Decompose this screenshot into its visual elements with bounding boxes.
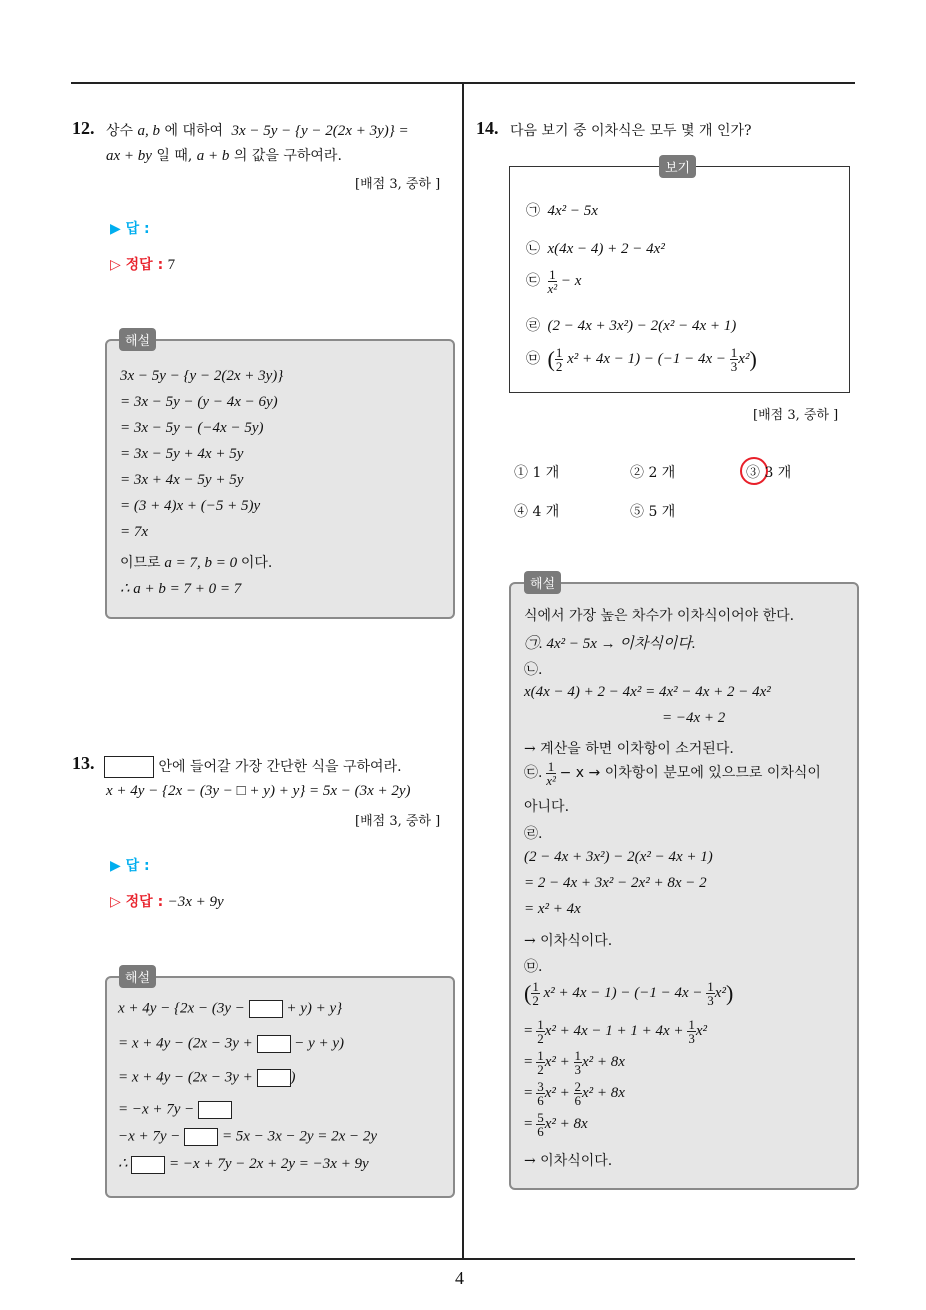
q13-blank-box: [104, 756, 154, 778]
q13-solution-tag: 해설: [119, 965, 156, 988]
q12-sol-line: = 3x − 5y − (−4x − 5y): [120, 420, 264, 436]
column-divider: [462, 82, 464, 1260]
q14-sol-b2: = −4x + 2: [662, 710, 726, 726]
q13-sol-line: ∴ = −x + 7y − 2x + 2y = −3x + 9y: [118, 1156, 369, 1172]
q13-sol-line: −x + 7y − = 5x − 3x − 2y = 2x − 2y: [118, 1128, 378, 1145]
q14-sol-e2: = $\frac{1}{2}$ x² + 4x − 1 + 1 + 4x + $\frac{1}{3}$ x²: [524, 1017, 707, 1046]
q14-number: 14.: [476, 118, 499, 138]
q14-sol-d3: = x² + 4x: [524, 901, 581, 917]
q14-sol-e4: = $\frac{3}{6}$ x² + $\frac{2}{6}$ x² + 8x: [524, 1079, 625, 1108]
q13-text-line1: 안에 들어갈 가장 간단한 식을 구하여라.: [104, 756, 402, 778]
bottom-rule: [71, 1258, 855, 1260]
q14-choice-5[interactable]: ⑤ 5 개: [630, 504, 676, 520]
q13-sol-line: = x + 4y − (2x − 3y + ): [118, 1069, 296, 1086]
q14-sol-intro: 식에서 가장 높은 차수가 이차식이어야 한다.: [524, 608, 795, 624]
q13-correct: ▷ 정답 : −3x + 9y: [110, 894, 224, 910]
q14-bogi-item-d: ㉣ (2 − 4x + 3x²) − 2(x² − 4x + 1): [526, 318, 737, 334]
q13-number: 13.: [72, 753, 95, 773]
page-number: 4: [455, 1268, 464, 1288]
q14-choice-1[interactable]: ① 1 개: [514, 465, 560, 481]
q14-sol-e6: → 이차식이다.: [524, 1153, 613, 1169]
q13-text-line2: x + 4y − {2x − (3y − □ + y) + y} = 5x − (3x + 2y): [106, 783, 411, 799]
q13-sol-line: = −x + 7y −: [118, 1101, 232, 1119]
q12-sol-final: ∴ a + b = 7 + 0 = 7: [120, 581, 242, 597]
q14-bogi-item-a: ㉠ 4x² − 5x: [526, 203, 598, 219]
q12-text-line1: 상수 a, b 에 대하여 3x − 5y − {y − 2(2x + 3y)} =: [106, 123, 409, 139]
q14-sol-b3: → 계산을 하면 이차항이 소거된다.: [524, 741, 734, 757]
q14-sol-d1: (2 − 4x + 3x²) − 2(x² − 4x + 1): [524, 849, 713, 865]
q14-sol-c: ㉢. $\frac{1}{\text{x²}}$ − x → 이차항이 분모에 있으므로 이차식이: [524, 759, 821, 788]
q14-sol-d2: = 2 − 4x + 3x² − 2x² + 8x − 2: [524, 875, 707, 891]
q13-sol-line: x + 4y − {2x − (3y − + y) + y}: [118, 1000, 343, 1017]
q12-number: 12.: [72, 118, 95, 138]
q14-sol-b1: x(4x − 4) + 2 − 4x² = 4x² − 4x + 2 − 4x²: [524, 684, 771, 700]
q14-bogi-item-c: ㉢ $\frac{1}{\text{x²}}$ − x: [526, 267, 582, 296]
q12-points: [배점 3, 중하 ]: [355, 177, 441, 192]
q14-bogi-tag: 보기: [659, 155, 696, 178]
q12-sol-line: = 3x − 5y − (y − 4x − 6y): [120, 394, 278, 410]
q14-bogi-item-e: ㉤ ( $\frac{1}{2}$ x² + 4x − 1) − (−1 − 4x − $\frac{1}{3}$ x²): [526, 345, 757, 374]
q12-sol-line: = 3x − 5y + 4x + 5y: [120, 446, 244, 462]
q12-sol-line: 3x − 5y − {y − 2(2x + 3y)}: [120, 368, 284, 384]
q14-text: 다음 보기 중 이차식은 모두 몇 개 인가?: [510, 123, 752, 139]
q14-sol-c2: 아니다.: [524, 799, 570, 815]
q14-sol-d-mark: ㉣.: [524, 826, 543, 842]
q14-sol-d4: → 이차식이다.: [524, 933, 613, 949]
q12-sol-line: = (3 + 4)x + (−5 + 5)y: [120, 498, 261, 514]
q14-sol-e1: ( $\frac{1}{2}$ x² + 4x − 1) − (−1 − 4x − $\frac{1}{3}$ x²): [524, 979, 734, 1008]
q14-sol-b-mark: ㉡.: [524, 662, 543, 678]
q12-solution-tag: 해설: [119, 328, 156, 351]
q13-answer-label: ▶ 답 :: [110, 858, 150, 874]
q12-sol-line: = 3x + 4x − 5y + 5y: [120, 472, 244, 488]
q14-sol-e3: = $\frac{1}{2}$ x² + $\frac{1}{3}$ x² + 8x: [524, 1048, 625, 1077]
q14-bogi-item-b: ㉡ x(4x − 4) + 2 − 4x²: [526, 241, 665, 257]
q12-correct: ▷ 정답 : 7: [110, 257, 176, 273]
q12-text-line2: ax + by 일 때, a + b 의 값을 구하여라.: [106, 148, 342, 164]
q13-points: [배점 3, 중하 ]: [355, 814, 441, 829]
q13-sol-line: = x + 4y − (2x − 3y + − y + y): [118, 1035, 345, 1052]
q14-choice-2[interactable]: ② 2 개: [630, 465, 676, 481]
q14-choice-4[interactable]: ④ 4 개: [514, 504, 560, 520]
q12-answer-label: ▶ 답 :: [110, 221, 150, 237]
q14-sol-e-mark: ㉤.: [524, 959, 543, 975]
q12-sol-conclusion: 이므로 a = 7, b = 0 이다.: [120, 555, 273, 571]
q14-choice-3[interactable]: ③ 3 개: [746, 465, 792, 481]
q14-sol-e5: = $\frac{5}{6}$ x² + 8x: [524, 1110, 588, 1139]
q14-points: [배점 3, 중하 ]: [753, 408, 839, 423]
q14-solution-tag: 해설: [524, 571, 561, 594]
q12-sol-line: = 7x: [120, 524, 149, 540]
q14-sol-a: ㉠. 4x² − 5x → 이차식이다.: [524, 636, 696, 652]
